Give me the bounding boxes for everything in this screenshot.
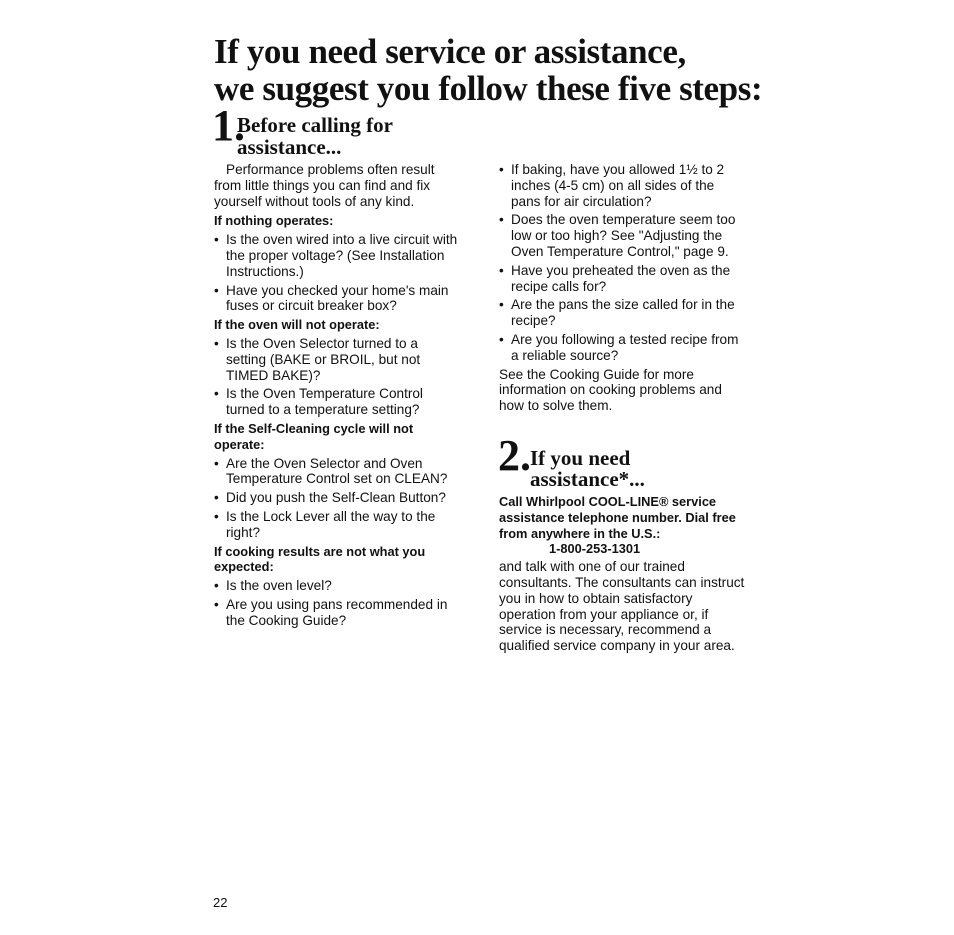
bullet-icon: •: [499, 331, 504, 347]
continued-list: [499, 162, 745, 364]
step-2-body: [499, 494, 745, 658]
bullet-icon: •: [499, 212, 504, 228]
step-2-number: 2.: [498, 431, 531, 480]
bullet-icon: •: [214, 386, 219, 402]
page-number: 22: [213, 895, 228, 910]
bullet-icon: •: [214, 490, 219, 506]
step-2-heading-line-1: If you need: [530, 446, 631, 470]
page-title-line-2: we suggest you follow these five steps:: [214, 69, 763, 108]
step-2-paragraph: and talk with one of our trained consultants. The consultants can instruct you in how to obtain satisfactory operation from your appliance or, if service is necessary, recommend a qualified service company in your area.: [499, 559, 745, 654]
bullet-icon: •: [499, 162, 504, 177]
group-heading-self-cleaning: If the Self-Cleaning cycle will not operate:: [214, 420, 414, 452]
bullet-icon: •: [214, 455, 219, 471]
group-list-oven-will-not-operate: [214, 336, 460, 418]
phone-number: 1-800-253-1301: [549, 541, 641, 557]
list-item: • Did you push the Self-Clean Button?: [214, 490, 446, 506]
list-item: • Is the oven level?: [214, 578, 332, 594]
list-item: • Are you using pans recommended in the Cooking Guide?: [214, 596, 448, 628]
bullet-icon: •: [499, 297, 504, 313]
list-item: • Are you following a tested recipe from a reliable source?: [499, 331, 739, 363]
list-item: • Is the Oven Selector turned to a setting (BAKE or BROIL, but not TIMED BAKE)?: [214, 335, 421, 383]
step-1-number: 1.: [212, 101, 245, 150]
bullet-icon: •: [214, 596, 219, 612]
step-1-heading-line-1: Before calling for: [237, 113, 393, 137]
group-list-cooking-results: [214, 578, 460, 628]
page-title-line-1: If you need service or assistance,: [214, 32, 686, 71]
list-item: • Does the oven temperature seem too low or too high? See "Adjusting the Oven Temperature Control," page 9.: [499, 212, 736, 259]
list-item: • Is the oven wired into a live circuit with the proper voltage? (See Installation Instructions.): [214, 232, 458, 279]
list-item: • Have you preheated the oven as the recipe calls for?: [499, 262, 731, 294]
step-1-intro: Performance problems often result from little things you can find and fix yourself without tools of any kind.: [214, 162, 435, 209]
step-1-right-column: [499, 162, 745, 418]
bullet-icon: •: [214, 335, 219, 351]
step-1-heading-line-2: assistance...: [237, 135, 342, 159]
step-1-left-column: [214, 162, 460, 632]
list-item: • Are the Oven Selector and Oven Temperature Control set on CLEAN?: [214, 455, 448, 487]
list-item: • Is the Lock Lever all the way to the right?: [214, 508, 436, 540]
step-1-closing: See the Cooking Guide for more information on cooking problems and how to solve them.: [499, 366, 722, 414]
bullet-icon: •: [214, 508, 219, 524]
bullet-icon: •: [499, 262, 504, 278]
group-heading-oven-will-not-operate: If the oven will not operate:: [214, 317, 380, 333]
list-item: • Is the Oven Temperature Control turned to a temperature setting?: [214, 386, 423, 418]
bullet-icon: •: [214, 232, 219, 248]
group-heading-nothing-operates: If nothing operates:: [214, 213, 334, 229]
list-item: • Have you checked your home's main fuses or circuit breaker box?: [214, 282, 449, 314]
list-item: • Are the pans the size called for in the recipe?: [499, 297, 735, 329]
group-heading-cooking-results: If cooking results are not what you expected:: [214, 543, 426, 575]
bullet-icon: •: [214, 578, 219, 594]
bullet-icon: •: [214, 282, 219, 298]
call-instructions: Call Whirlpool COOL-LINE® service assistance telephone number. Dial free from anywhere in the U.S.:: [499, 494, 736, 541]
group-list-nothing-operates: [214, 232, 460, 314]
group-list-self-cleaning: [214, 456, 460, 541]
step-2-heading-line-2: assistance*...: [530, 467, 645, 491]
list-item: • If baking, have you allowed 1½ to 2 inches (4-5 cm) on all sides of the pans for air circulation?: [499, 162, 725, 209]
